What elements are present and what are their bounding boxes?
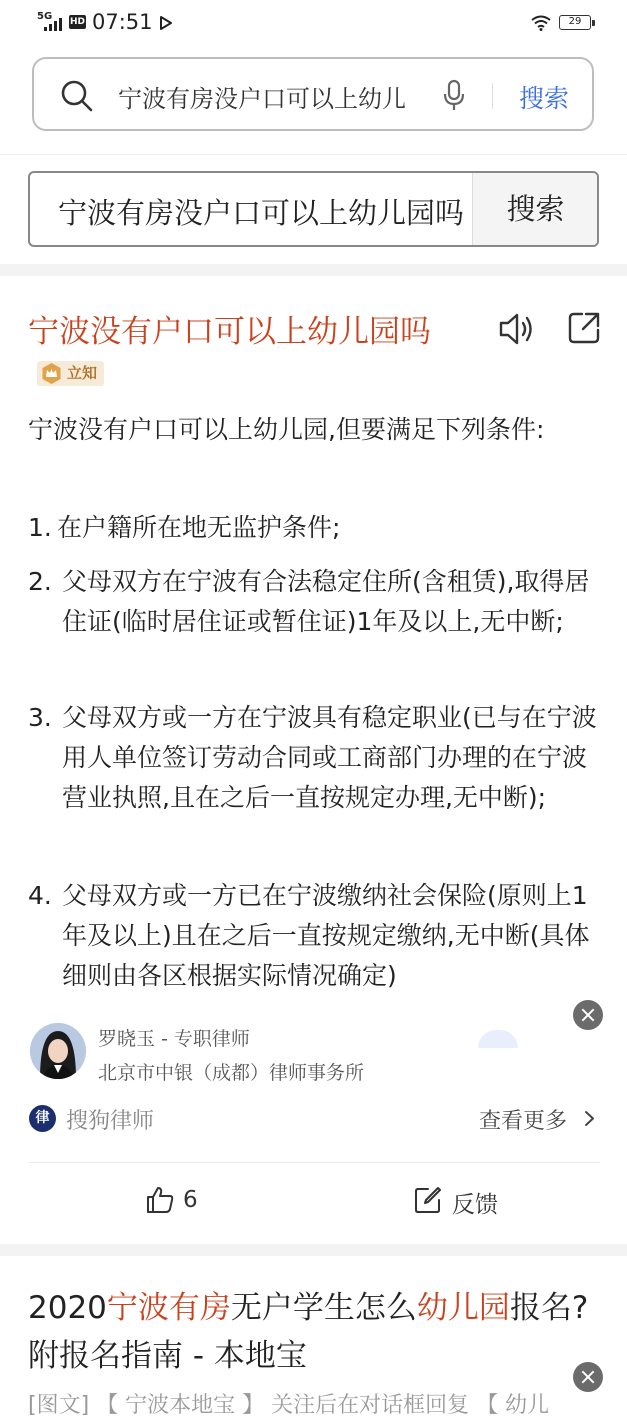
badge-label: 立知 bbox=[67, 364, 98, 382]
divider bbox=[0, 154, 627, 155]
answer-intro: 宁波没有户口可以上幼儿园,但要满足下列条件: bbox=[28, 415, 545, 444]
lawyer-portrait bbox=[30, 1023, 86, 1079]
answer-title[interactable]: 宁波没有户口可以上幼儿园吗 bbox=[28, 314, 431, 350]
chevron-right-icon[interactable] bbox=[584, 1110, 595, 1127]
search-input[interactable]: 宁波有房没户口可以上幼儿 bbox=[118, 85, 406, 113]
result-title[interactable] bbox=[28, 1284, 603, 1380]
feedback-icon[interactable] bbox=[414, 1186, 442, 1214]
search-button[interactable]: 搜索 bbox=[519, 84, 570, 113]
list-number: 1. bbox=[28, 513, 52, 542]
status-bar bbox=[0, 0, 627, 46]
hd-icon: HD bbox=[69, 17, 85, 27]
list-number: 2. bbox=[28, 567, 52, 596]
title-highlight: 幼儿园 bbox=[416, 1290, 510, 1326]
lizhi-badge bbox=[37, 361, 104, 386]
feedback-button[interactable]: 反馈 bbox=[452, 1192, 498, 1218]
battery-level: 29 bbox=[568, 16, 582, 27]
view-more-link[interactable]: 查看更多 bbox=[479, 1109, 568, 1134]
search-separator bbox=[492, 83, 493, 109]
sogou-lawyer-icon: 律 bbox=[29, 1105, 56, 1132]
list-text: 父母双方在宁波有合法稳定住所(含租赁),取得居住证(临时居住证或暂住证)1年及以上,无中断; bbox=[62, 567, 590, 636]
list-number: 4. bbox=[28, 881, 52, 910]
avatar[interactable] bbox=[30, 1023, 86, 1079]
list-text: 在户籍所在地无监护条件; bbox=[57, 513, 341, 542]
speaker-icon[interactable] bbox=[497, 310, 535, 348]
result-search-box bbox=[28, 171, 599, 247]
result-snippet: [图文] 【 宁波本地宝 】 关注后在对话框回复 【 幼儿 bbox=[28, 1393, 550, 1418]
section-gap bbox=[0, 264, 627, 276]
title-part: 2020 bbox=[28, 1290, 107, 1326]
list-text: 父母双方或一方在宁波具有稳定职业(已与在宁波用人单位签订劳动合同或工商部门办理的在宁波营业执照,且在之后一直按规定办理,无中断); bbox=[62, 703, 597, 812]
title-highlight: 宁波有房 bbox=[106, 1290, 231, 1326]
share-icon[interactable] bbox=[566, 310, 602, 346]
microphone-icon[interactable] bbox=[442, 79, 466, 113]
list-text: 父母双方或一方已在宁波缴纳社会保险(原则上1年及以上)且在之后一直按规定缴纳,无中断(具体细则由各区根据实际情况确定) bbox=[62, 881, 590, 990]
section-gap bbox=[0, 1244, 627, 1256]
list-number: 3. bbox=[28, 703, 52, 732]
title-part: 无户学生怎么 bbox=[230, 1290, 417, 1326]
crown-icon bbox=[40, 362, 63, 385]
source-name[interactable]: 搜狗律师 bbox=[66, 1109, 155, 1134]
close-icon[interactable] bbox=[573, 1362, 603, 1392]
divider bbox=[28, 1162, 600, 1163]
battery-icon bbox=[559, 15, 591, 30]
wifi-icon bbox=[531, 15, 551, 31]
law-firm: 北京市中银（成都）律师事务所 bbox=[98, 1062, 365, 1084]
network-type: 5G bbox=[37, 11, 53, 22]
signal-icon bbox=[44, 17, 66, 31]
play-icon bbox=[158, 15, 174, 31]
status-time: 07:51 bbox=[92, 10, 153, 34]
search-icon bbox=[60, 79, 94, 113]
close-icon[interactable] bbox=[573, 1000, 603, 1030]
result-search-button[interactable]: 搜索 bbox=[472, 173, 598, 245]
title-part: 报名?附报名指南 - 本地宝 bbox=[28, 1290, 589, 1374]
lawyer-name: 罗晓玉 - 专职律师 bbox=[98, 1028, 250, 1050]
result-search-input[interactable]: 宁波有房没户口可以上幼儿园吗 bbox=[58, 196, 465, 230]
thumbs-up-icon[interactable] bbox=[145, 1185, 175, 1215]
search-bar bbox=[32, 57, 594, 131]
like-count[interactable]: 6 bbox=[183, 1187, 198, 1213]
contact-bubble bbox=[478, 1030, 518, 1048]
